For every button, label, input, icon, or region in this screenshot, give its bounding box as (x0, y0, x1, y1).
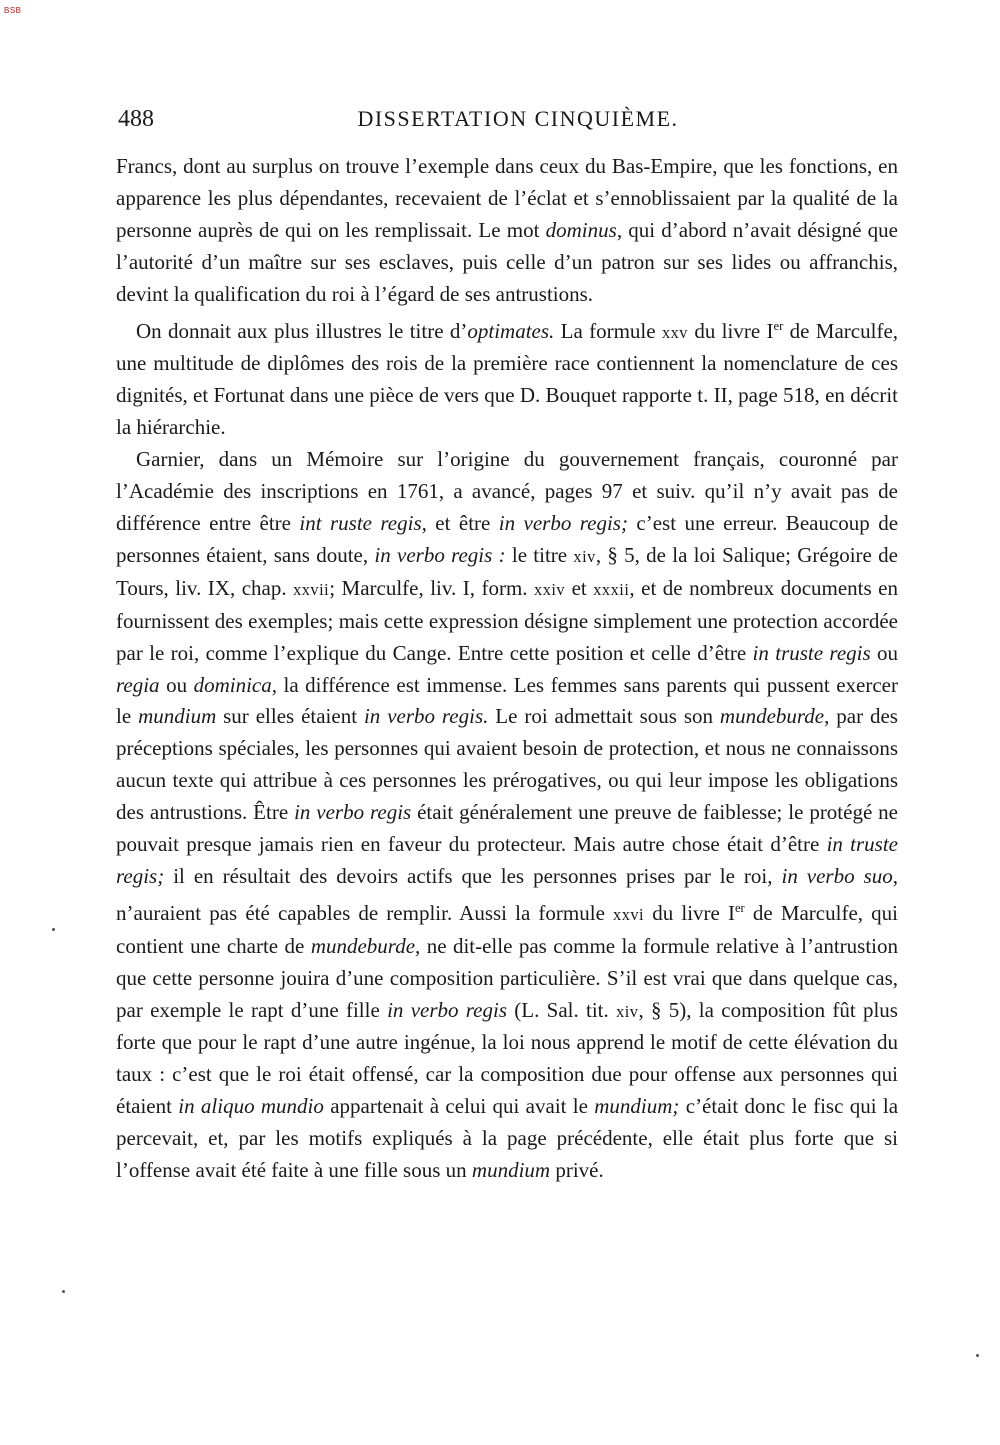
text-run: c’était donc le fisc qui la percevait, et, par les motifs expliqués à la page précédente, elle était plus forte que si l’offense avait été faite à une fille sous un (116, 1094, 899, 1183)
italic-text: mundeburde (719, 704, 825, 729)
paragraph (116, 311, 898, 445)
body-text (116, 151, 898, 1187)
italic-text: mundium (471, 1158, 551, 1183)
italic-text: mundium; (594, 1094, 680, 1119)
italic-text: mundium (138, 704, 217, 729)
text-run: , par des préceptions spéciales, les personnes qui avaient besoin de protection, et nous ne connaissons aucun texte qui attribue à ces personnes les prérogatives, ou qui leur impose les obligations des antrustions. Être (116, 704, 898, 825)
roman-numeral: xiv (573, 546, 596, 566)
roman-numeral: xxv (661, 322, 688, 342)
text-run: On donnait aux plus illustres le titre d’ (136, 318, 468, 343)
text-run: du livre I (687, 318, 774, 343)
text-run: du livre I (644, 900, 735, 925)
text-run: , § 5), la composition fût plus forte que pour le rapt d’une autre ingénue, la loi nous apprend le motif de cette élévation du taux : c’est que le roi était offensé, car la composition due pour offense aux personnes qui étaient (116, 997, 898, 1119)
italic-text: in truste regis (752, 640, 871, 665)
italic-text: regia (116, 672, 160, 697)
italic-text: dominus (545, 217, 617, 242)
roman-numeral: xxxii (593, 579, 630, 599)
text-run: , § 5, de la loi Salique; Grégoire de Tours, liv. IX, chap. (116, 542, 898, 600)
roman-numeral: xxvi (613, 904, 645, 924)
roman-numeral: xiv (616, 1001, 639, 1021)
paragraph (116, 151, 898, 311)
roman-numeral: xxiv (534, 579, 566, 599)
roman-numeral: xxvii (293, 579, 330, 599)
text-run: ; Marculfe, liv. I, form. (329, 575, 535, 600)
text-run: , qui d’abord n’avait désigné que l’autorité d’un maître sur ses esclaves, puis celle d’un patron sur ses lides ou affranchis, devint la qualification du roi à l’égard de ses antrustions. (116, 217, 898, 306)
italic-text: in verbo regis; (498, 510, 628, 535)
text-run: appartenait à celui qui avait le (323, 1094, 595, 1119)
paragraph (116, 444, 898, 1187)
text-run: ou (870, 640, 899, 665)
text-run: la différence est immense. Les femmes sans parents qui pussent exercer le (116, 672, 899, 729)
text-run: et (565, 575, 594, 600)
text-run: ou (159, 672, 194, 697)
library-watermark: BSB (4, 6, 22, 15)
text-run: le titre (505, 542, 574, 567)
text-run: de Marculfe, une multitude de diplômes des rois de la première race contiennent la nomenclature de ces dignités, et Fortunat dans une pièce de vers que D. Bouquet rapporte t. II, page 518, en décrit la hiérarchie. (116, 318, 899, 440)
text-run: de Marculfe, qui contient une charte de (116, 900, 898, 958)
text-run: La formule (554, 318, 662, 343)
text-run: , n’auraient pas été capables de remplir. Aussi la formule (116, 863, 899, 925)
superscript: er (734, 900, 745, 915)
italic-text: in verbo regis. (363, 704, 489, 729)
running-title: DISSERTATION CINQUIÈME. (357, 106, 679, 131)
italic-text: in verbo suo (781, 863, 893, 888)
italic-text: in aliquo mundio (178, 1094, 324, 1119)
italic-text: in verbo regis : (374, 542, 506, 567)
superscript: er (773, 318, 784, 333)
margin-speck (62, 1290, 65, 1293)
page-header (118, 106, 898, 140)
margin-speck (976, 1354, 979, 1357)
italic-text: optimates. (467, 318, 555, 343)
text-run: et être (426, 510, 499, 535)
text-run: Francs, dont au surplus on trouve l’exemple dans ceux du Bas-Empire, que les fonctions, en apparence les plus dépendantes, recevaient de l’éclat et s’ennoblissaient par la qualité de la personne auprès de qui on les remplissait. Le mot (116, 154, 898, 242)
text-run: (L. Sal. tit. (507, 997, 617, 1022)
text-run: privé. (550, 1158, 604, 1183)
italic-text: dominica, (193, 672, 277, 697)
italic-text: in verbo regis (294, 800, 412, 825)
text-run: c’est une erreur. Beaucoup de personnes étaient, sans doute, (116, 510, 899, 567)
italic-text: in truste regis; (116, 832, 898, 888)
margin-speck (52, 928, 55, 931)
text-run: était généralement une preuve de faiblesse; le protégé ne pouvait presque jamais rien en faveur du protecteur. Mais autre chose était d’être (116, 800, 898, 857)
italic-text: in verbo regis (387, 997, 508, 1022)
page-number: 488 (118, 106, 154, 132)
text-run: sur elles étaient (216, 704, 364, 729)
italic-text: int ruste regis, (299, 510, 427, 535)
text-run: Le roi admettait sous son (488, 704, 720, 729)
text-run: il en résultait des devoirs actifs que les personnes prises par le roi, (164, 863, 782, 888)
text-run: Garnier, dans un Mémoire sur l’origine du gouvernement français, couronné par l’Académie des inscriptions en 1761, a avancé, pages 97 et suiv. qu’il n’y avait pas de différence entre être (116, 447, 898, 535)
text-run: ne dit-elle pas comme la formule relative à l’antrustion que cette personne jouira d’une composition particulière. S’il est vrai que dans quelque cas, par exemple le rapt d’une fille (116, 933, 898, 1022)
italic-text: mundeburde, (310, 933, 421, 958)
text-run: , et de nombreux documents en fournissent des exemples; mais cette expression désigne simplement une protection accordée par le roi, comme l’explique du Cange. Entre cette position et celle d’être (116, 575, 898, 665)
